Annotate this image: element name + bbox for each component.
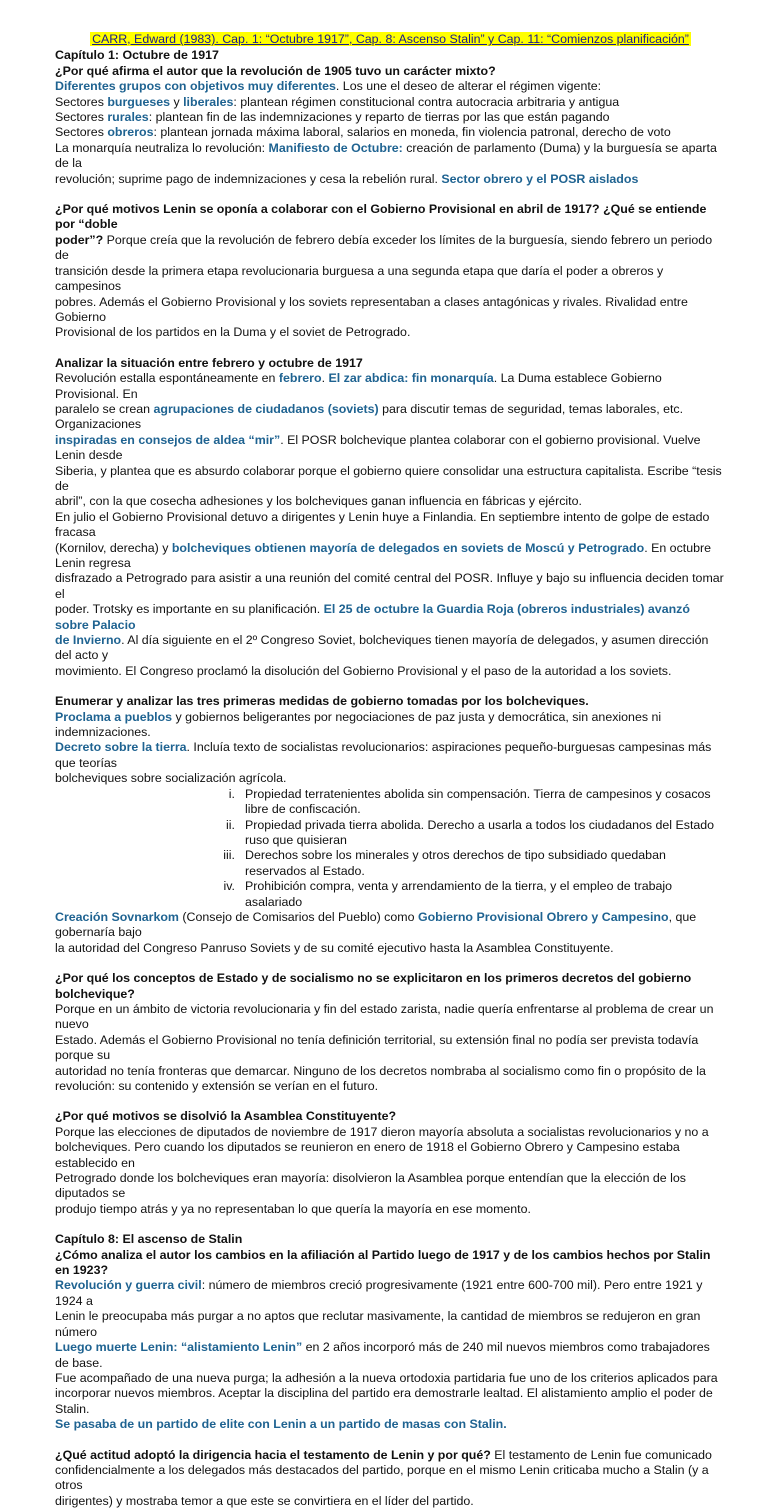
spacer: [55, 679, 726, 694]
ch1-answer-3-line: Siberia, y plantea que es absurdo colaborar porque el gobierno quiere consolidar una estructura capitalista. Escribe “tesis de: [55, 463, 722, 493]
ch8-answer-2-line: confidencialmente a los delegados más destacados del partido, porque en el mismo Lenin criticaba mucho a Stalin (y a otros: [55, 1462, 709, 1493]
highlight: liberales: [183, 94, 234, 109]
highlight: Sector obrero y el POSR aislados: [441, 171, 639, 186]
question-text: ¿Qué actitud adoptó la dirigencia hacia el testamento de Lenin y por qué?: [55, 1447, 491, 1462]
highlight: Proclama a pueblos: [55, 709, 173, 724]
ch1-answer-3-line: [55, 602, 726, 633]
highlight: El 25 de octubre la Guardia Roja (obreros industriales) avanzó sobre Palacio: [55, 602, 690, 632]
text: La monarquía neutraliza lo revolución:: [55, 140, 269, 155]
ch1-answer-1-line: [55, 110, 726, 125]
spacer: [55, 1217, 726, 1232]
spacer: [55, 1094, 726, 1109]
text: . En octubre Lenin regresa: [55, 540, 712, 570]
text: Revolución estalla espontáneamente en: [55, 371, 279, 386]
highlight: Luego muerte Lenin: “alistamiento Lenin”: [55, 1340, 303, 1355]
ch1-answer-3-line: abril”, con la que cosecha adhesiones y los bolcheviques ganan influencia en fábricas y ejército.: [55, 494, 582, 509]
highlight: febrero: [278, 371, 322, 386]
ch1-answer-2-line: [55, 233, 726, 264]
text: .: [321, 371, 329, 386]
text: Sectores: [55, 94, 108, 109]
list-item: [55, 818, 726, 849]
ch1-answer-6-line: bolcheviques. Pero cuando los diputados se reunieron en enero de 1918 el Gobierno Obrero y Campesino estaba establecido en: [55, 1140, 680, 1170]
highlight: Diferentes grupos con objetivos muy diferentes: [55, 79, 336, 94]
ch8-question-1: ¿Cómo analiza el autor los cambios en la afiliación al Partido luego de 1917 y de los cambios hechos por Stalin en 1923?: [55, 1247, 711, 1278]
ch1-answer-3-line: [55, 371, 726, 402]
text: revolución; suprime pago de indemnizaciones y cesa la rebelión rural.: [55, 171, 442, 186]
ch1-answer-3-line: [55, 402, 726, 433]
text: poder. Trotsky es importante en su planificación.: [55, 602, 324, 617]
ch1-answer-3-line: [55, 433, 726, 464]
text: creación de parlamento (Duma) y la burguesía se aparta de la: [55, 140, 717, 171]
text: (Consejo de Comisarios del Pueblo) como: [178, 909, 418, 924]
ch1-answer-1-line: [55, 79, 726, 94]
highlight: El zar abdica: fin monarquía: [328, 371, 494, 386]
highlight: Creación Sovnarkom: [55, 909, 179, 924]
spacer: [55, 187, 726, 202]
list-item: [55, 787, 726, 818]
highlight: de Invierno: [55, 633, 122, 648]
ch1-question-3: Analizar la situación entre febrero y octubre de 1917: [55, 355, 363, 370]
highlight: rurales: [107, 110, 149, 125]
ch1-question-4: Enumerar y analizar las tres primeras medidas de gobierno tomadas por los bolcheviques.: [55, 694, 589, 709]
text: : plantean jornada máxima laboral, salarios en moneda, fin violencia patronal, derecho de voto: [153, 125, 671, 140]
list-number: iii.: [223, 848, 235, 863]
ch1-answer-5-line: revolución: su contenido y extensión se verían en el futuro.: [55, 1079, 379, 1093]
ch1-answer-2-line: Provisional de los partidos en la Duma y el soviet de Petrogrado.: [55, 325, 411, 340]
text: : plantean fin de las indemnizaciones y reparto de tierras por las que están pagando: [148, 110, 610, 125]
ch1-answer-5-line: autoridad no tenía fronteras que demarcar. Ninguno de los decretos nombraba al socialismo como fin o propósito de la: [55, 1063, 706, 1078]
text: . El POSR bolchevique plantea colaborar con el gobierno provisional. Vuelve Lenin desde: [55, 432, 701, 463]
question-text: poder”?: [55, 232, 104, 247]
ch1-answer-6-line: Petrogrado donde los bolcheviques eran mayoría: disolvieron la Asamblea porque entendían que la elección de los diputados se: [55, 1171, 686, 1201]
highlight: Decreto sobre la tierra: [55, 740, 187, 755]
ch1-answer-3-line: [55, 633, 726, 664]
ch1-answer-3-line: En julio el Gobierno Provisional detuvo a dirigentes y Lenin huye a Finlandia. En septiembre intento de golpe de estado fracasa: [55, 509, 710, 540]
ch1-answer-5-line: Estado. Además el Gobierno Provisional no tenía definición territorial, su extensión final no podía ser prevista todavía porque su: [55, 1032, 699, 1063]
highlight: bolcheviques obtienen mayoría de delegados en soviets de Moscú y Petrogrado: [171, 540, 645, 555]
list-item: [55, 848, 726, 879]
spacer: [55, 956, 726, 971]
ch1-answer-4-line: bolcheviques sobre socialización agrícola.: [55, 771, 287, 786]
ch1-answer-4-line: [55, 740, 726, 771]
ch8-answer-1-line: [55, 1278, 726, 1309]
text: (Kornilov, derecha) y: [55, 540, 172, 555]
ch8-answer-1-line: incorporar nuevos miembros. Aceptar la disciplina del partido era demostrarle lealtad. El alistamiento amplio el poder de Stalin.: [55, 1386, 713, 1416]
ch1-answer-1-line: [55, 125, 726, 140]
text: . La Duma establece Gobierno Provisional. En: [55, 371, 662, 401]
list-item: [55, 879, 726, 910]
highlight: inspiradas en consejos de aldea “mir”: [55, 432, 281, 447]
text: Sectores: [55, 125, 108, 140]
ch1-question-2: ¿Por qué motivos Lenin se oponía a colaborar con el Gobierno Provisional en abril de 1917? ¿Qué se entiende por “doble: [55, 202, 707, 232]
list-number: i.: [228, 786, 235, 801]
highlight: agrupaciones de ciudadanos (soviets): [153, 401, 379, 416]
text: paralelo se crean: [55, 401, 154, 416]
text: , que gobernaría bajo: [55, 909, 697, 940]
text: Sectores: [55, 110, 108, 125]
ch8-answer-1-line: [55, 1340, 726, 1371]
ch8-answer-1-line: Lenin le preocupaba más purgar a no aptos que reclutar masivamente, la cantidad de miembros se redujeron en gran número: [55, 1309, 701, 1339]
highlight: Gobierno Provisional Obrero y Campesino: [417, 909, 669, 924]
text: : número de miembros creció progresivamente (1921 entre 600-700 mil). Pero entre 1921 y 1924 a: [55, 1278, 703, 1308]
highlight: obreros: [107, 125, 154, 140]
ch1-answer-4-line: [55, 710, 726, 741]
document-header: [55, 32, 726, 47]
chapter-1-title: Capítulo 1: Octubre de 1917: [55, 48, 219, 63]
spacer: [55, 341, 726, 356]
text: Porque creía que la revolución de febrero debía exceder los límites de la burguesía, siendo febrero un periodo de: [55, 232, 713, 263]
ch1-answer-3-line: [55, 541, 726, 572]
text: . Los une el deseo de alterar el régimen vigente:: [335, 79, 602, 94]
ch1-answer-4-line: [55, 910, 726, 941]
highlight: Revolución y guerra civil: [55, 1278, 202, 1293]
ch1-answer-1-line: [55, 141, 726, 172]
ch1-answer-6-line: produjo tiempo atrás y ya no representaban lo que quería la mayoría en ese momento.: [55, 1201, 531, 1216]
ch8-answer-2-line: dirigentes) y mostraba temor a que este se convirtiera en el líder del partido.: [55, 1493, 474, 1508]
ch1-question-5: ¿Por qué los conceptos de Estado y de socialismo no se explicitaron en los primeros decretos del gobierno bolchevique?: [55, 971, 692, 1001]
header-citation: CARR, Edward (1983). Cap. 1: “Octubre 1917”, Cap. 8: Ascenso Stalin” y Cap. 11: “Comienzos planificación”: [92, 32, 689, 46]
list-number: iv.: [223, 879, 235, 894]
list-text: Prohibición compra, venta y arrendamiento de la tierra, y el empleo de trabajo asalariado: [245, 879, 673, 909]
ch1-question-6: ¿Por qué motivos se disolvió la Asamblea Constituyente?: [55, 1109, 397, 1124]
ch1-answer-1-line: [55, 95, 726, 110]
text: . Incluía texto de socialistas revolucionarios: aspiraciones pequeño-burguesas campesinas más que teorías: [55, 740, 712, 770]
ch1-answer-3-line: movimiento. El Congreso proclamó la disolución del Gobierno Provisional y el paso de la autoridad a los soviets.: [55, 663, 672, 678]
text: El testamento de Lenin fue comunicado: [490, 1447, 712, 1462]
chapter-8-title: Capítulo 8: El ascenso de Stalin: [55, 1232, 243, 1247]
text: : plantean régimen constitucional contra autocracia arbitraria y antigua: [233, 94, 620, 109]
list-text: Derechos sobre los minerales y otros derechos de tipo subsidiado quedaban reservados al Estado.: [245, 848, 666, 878]
ch1-answer-4-line: la autoridad del Congreso Panruso Soviets y de su comité ejecutivo hasta la Asamblea Constituyente.: [55, 940, 614, 955]
ch1-answer-2-line: pobres. Además el Gobierno Provisional y los soviets representaban a clases antagónicas y rivales. Rivalidad entre Gobierno: [55, 294, 688, 324]
ch8-answer-1-conclusion: Se pasaba de un partido de elite con Lenin a un partido de masas con Stalin.: [55, 1417, 507, 1432]
ch1-question-1: ¿Por qué afirma el autor que la revolución de 1905 tuvo un carácter mixto?: [55, 63, 496, 78]
list-text: Propiedad terratenientes abolida sin compensación. Tierra de campesinos y cosacos libre de confiscación.: [245, 786, 711, 817]
highlight: burgueses: [107, 94, 171, 109]
ch1-answer-5-line: Porque en un ámbito de victoria revolucionaria y fin del estado zarista, nadie quería enfrentarse al problema de crear un nuevo: [55, 1001, 714, 1032]
list-number: ii.: [226, 817, 235, 832]
ch1-answer-6-line: Porque las elecciones de diputados de noviembre de 1917 dieron mayoría absoluta a socialistas revolucionarios y no a: [55, 1124, 709, 1139]
ch1-answer-3-line: disfrazado a Petrogrado para asistir a una reunión del comité central del POSR. Influye y bajo su influencia deciden tomar el: [55, 571, 724, 601]
ch8-question-2-line: [55, 1448, 726, 1463]
ch1-answer-1-line: [55, 172, 726, 187]
list-text: Propiedad privada tierra abolida. Derecho a usarla a todos los ciudadanos del Estado ruso que quisieran: [245, 817, 715, 847]
text: para discutir temas de seguridad, temas laborales, etc. Organizaciones: [55, 401, 684, 432]
ch8-answer-1-line: Fue acompañado de una nueva purga; la adhesión a la nueva ortodoxia partidaria fue uno de los criterios aplicados para: [55, 1370, 718, 1385]
text: y gobiernos beligerantes por negociaciones de paz justa y democrática, sin anexiones ni indemnizaciones.: [55, 709, 662, 740]
land-decree-list: [55, 787, 726, 910]
highlight: Manifiesto de Octubre:: [268, 140, 403, 155]
ch1-answer-2-line: transición desde la primera etapa revolucionaria burguesa a una segunda etapa que daría el poder a obreros y campesinos: [55, 263, 664, 294]
text: . Al día siguiente en el 2º Congreso Soviet, bolcheviques tienen mayoría de delegados, y asumen dirección del acto y: [55, 633, 709, 663]
spacer: [55, 1433, 726, 1448]
text: en 2 años incorporó más de 240 mil nuevos miembros como trabajadores de base.: [55, 1340, 710, 1370]
text: y: [170, 94, 184, 109]
